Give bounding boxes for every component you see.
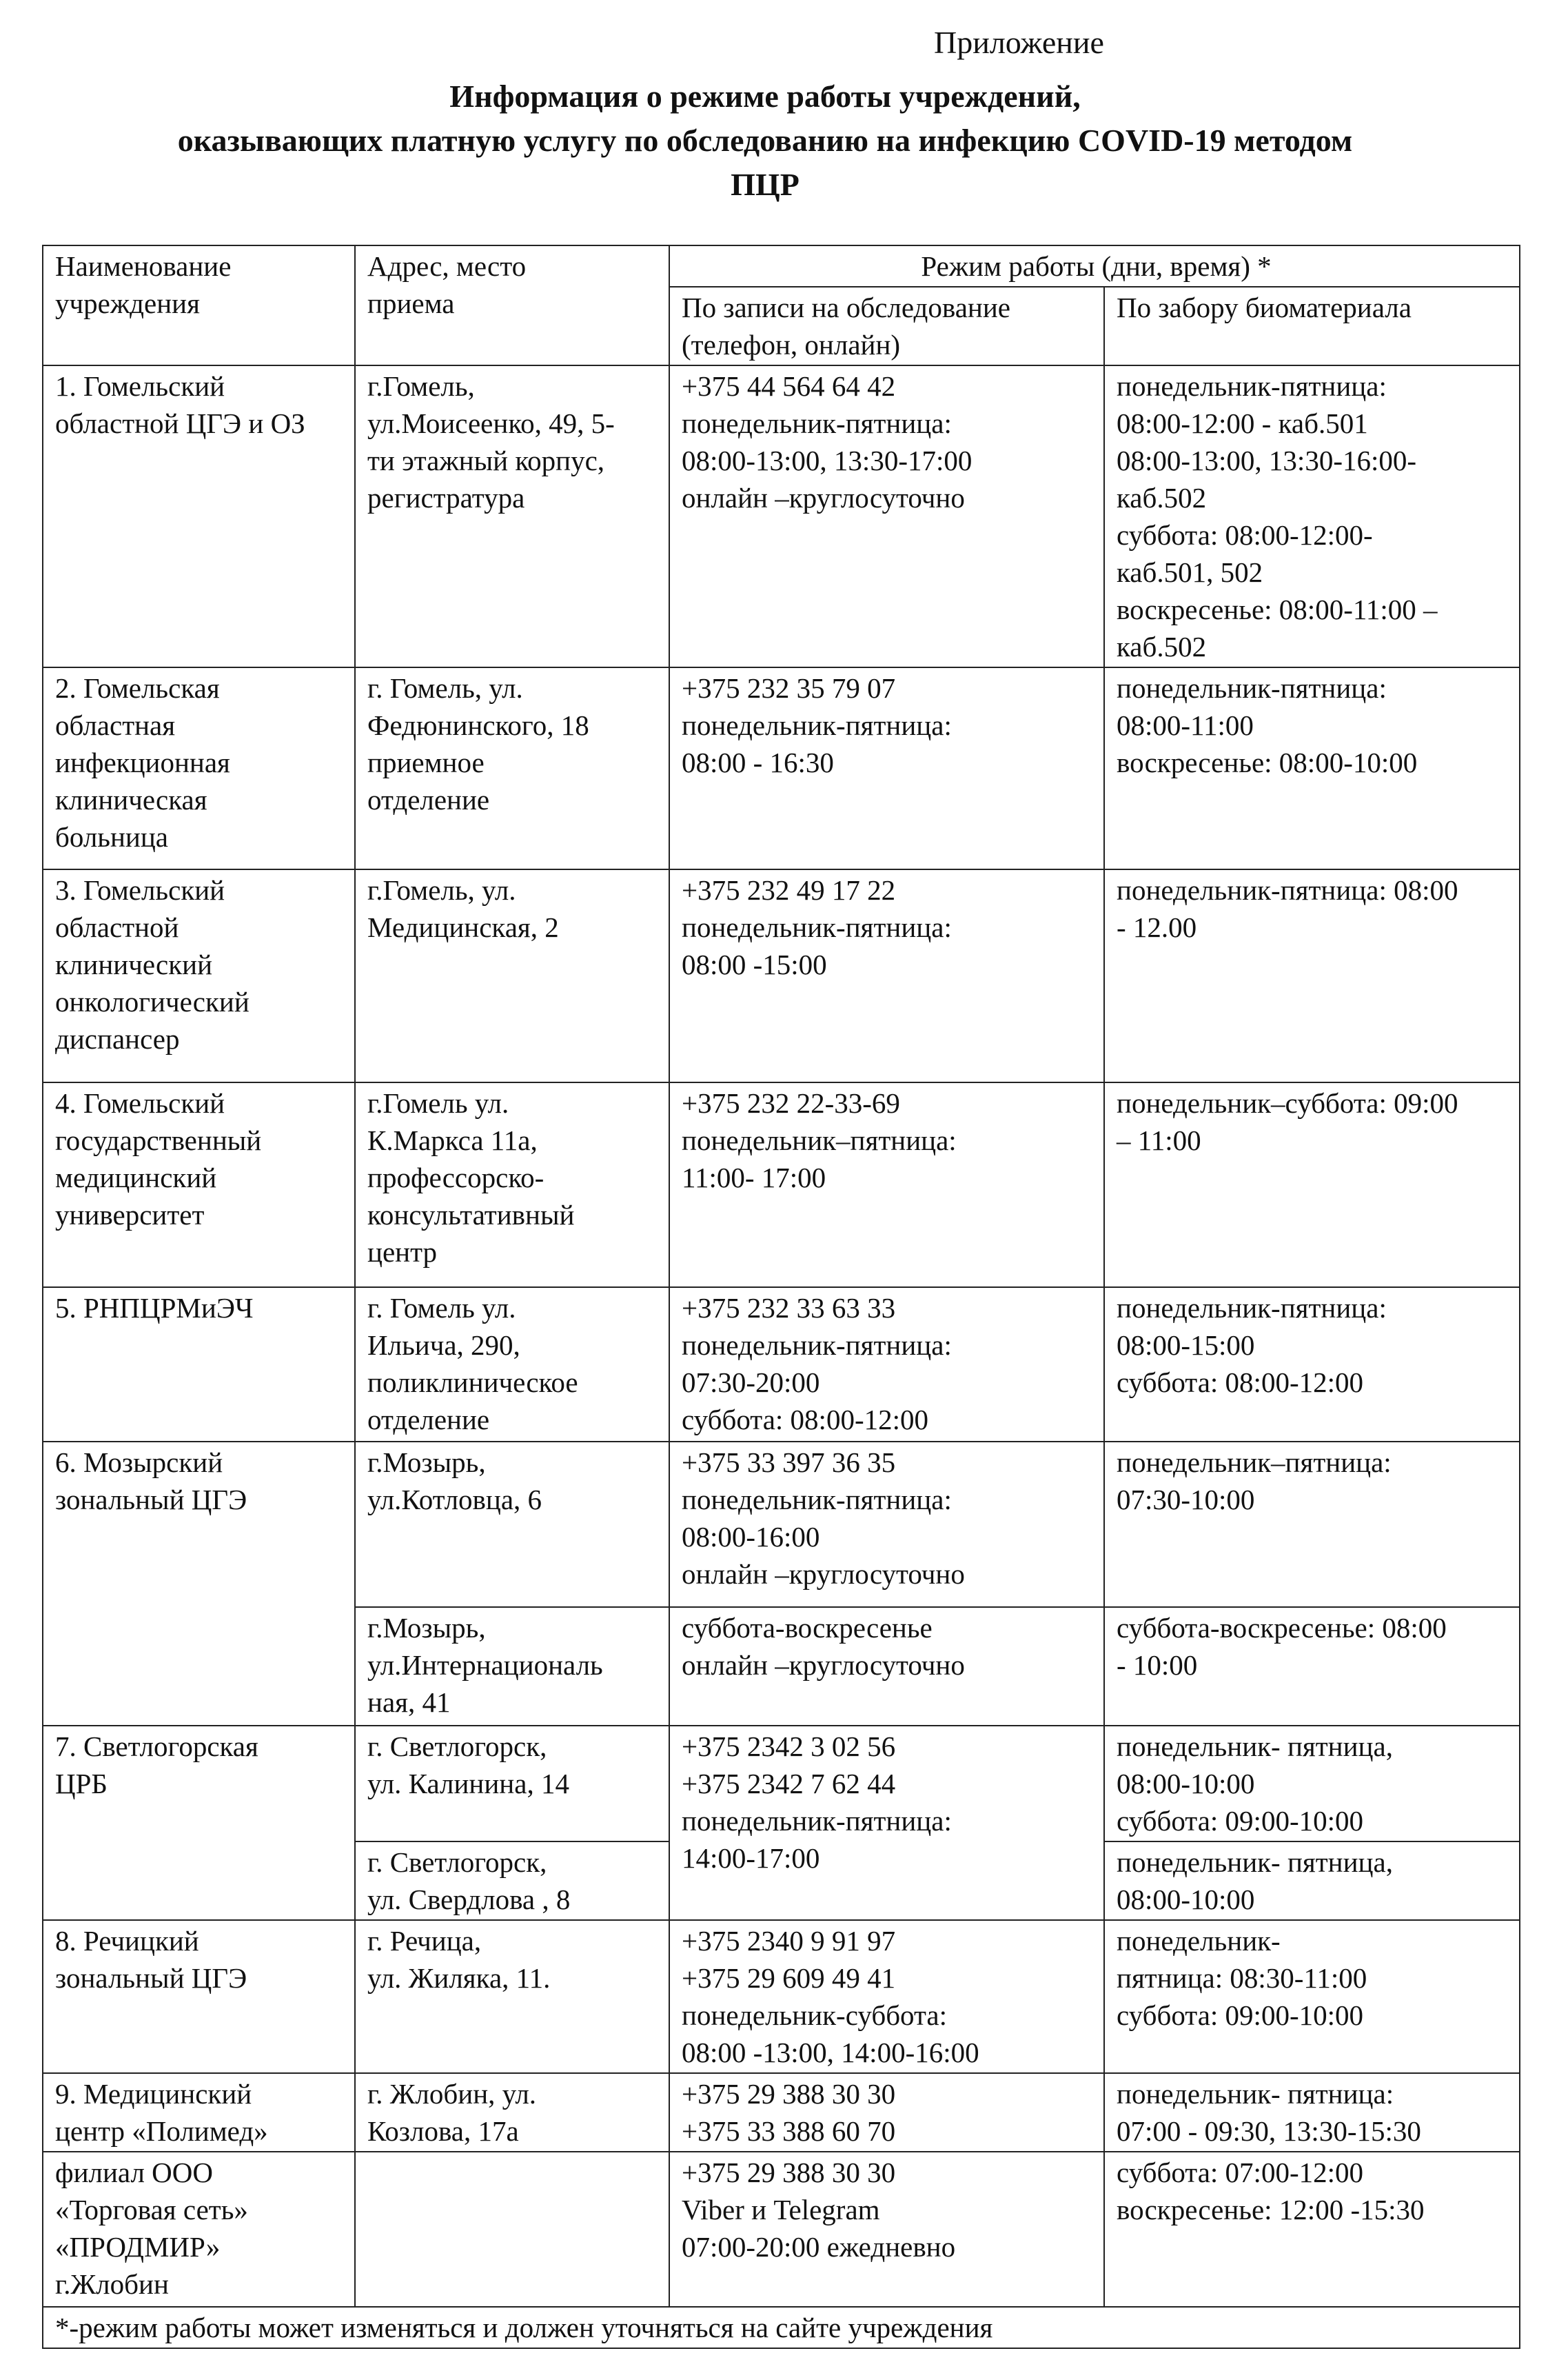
cell-line: К.Маркса 11а, (367, 1124, 538, 1156)
cell-line: «ПРОДМИР» (55, 2231, 221, 2263)
cell-line: – 11:00 (1117, 1124, 1201, 1156)
cell-address (355, 869, 669, 1082)
cell-line: Ильича, 290, (367, 1329, 520, 1361)
cell-line: г. Гомель ул. (367, 1292, 516, 1324)
cell-line: - 12.00 (1117, 911, 1197, 943)
cell-line: суббота: 08:00-12:00- (1117, 519, 1373, 551)
cell-line: +375 232 22-33-69 (682, 1087, 900, 1119)
cell-line: больница (55, 821, 168, 853)
cell-sampling (1104, 1726, 1520, 1841)
table-row (43, 2073, 1520, 2152)
cell-line: онлайн –круглосуточно (682, 1649, 965, 1681)
cell-appointment (669, 667, 1104, 869)
cell-institution (43, 2152, 355, 2307)
cell-line: 08:00-15:00 (1117, 1329, 1255, 1361)
table-row (43, 1726, 1520, 1841)
cell-line: 08:00-10:00 (1117, 1768, 1255, 1799)
cell-line: +375 33 397 36 35 (682, 1446, 896, 1478)
cell-line: понедельник–пятница: (682, 1124, 957, 1156)
header-address (355, 245, 669, 365)
cell-line: учреждения (55, 287, 200, 319)
cell-sampling (1104, 365, 1520, 667)
cell-line: 07:00 - 09:30, 13:30-15:30 (1117, 2115, 1421, 2147)
cell-sampling (1104, 2152, 1520, 2307)
header-institution (43, 245, 355, 365)
table-row (43, 869, 1520, 1082)
cell-line: ти этажный корпус, (367, 445, 605, 476)
cell-sampling (1104, 869, 1520, 1082)
cell-institution (43, 2073, 355, 2152)
cell-institution (43, 869, 355, 1082)
cell-line: 3. Гомельский (55, 874, 225, 906)
cell-line: консультативный (367, 1199, 575, 1231)
cell-line: г.Мозырь, (367, 1446, 486, 1478)
cell-line: +375 29 388 30 30 (682, 2078, 896, 2110)
cell-line: 9. Медицинский (55, 2078, 252, 2110)
cell-line: г. Гомель, ул. (367, 672, 523, 704)
cell-line: понедельник-пятница: (1117, 1292, 1387, 1324)
cell-line: Адрес, место (367, 250, 527, 282)
cell-line: +375 2342 7 62 44 (682, 1768, 896, 1799)
cell-sampling (1104, 667, 1520, 869)
cell-line: 07:00-20:00 ежедневно (682, 2231, 956, 2263)
title-line: оказывающих платную услугу по обследованию на инфекцию COVID-19 методом (177, 123, 1353, 158)
cell-line: Козлова, 17а (367, 2115, 519, 2147)
cell-appointment (669, 365, 1104, 667)
cell-line: ул. Свердлова , 8 (367, 1884, 571, 1915)
cell-line: +375 232 33 63 33 (682, 1292, 896, 1324)
cell-address (355, 1082, 669, 1287)
cell-line: понедельник-пятница: 08:00 (1117, 874, 1458, 906)
cell-line: 08:00-10:00 (1117, 1884, 1255, 1915)
cell-line: 08:00-13:00, 13:30-17:00 (682, 445, 973, 476)
cell-institution (43, 1726, 355, 1920)
title-line: Информация о режиме работы учреждений, (449, 79, 1081, 114)
cell-line: понедельник-пятница: (682, 407, 952, 439)
cell-line: суббота: 09:00-10:00 (1117, 1805, 1363, 1837)
cell-line: государственный (55, 1124, 262, 1156)
cell-address (355, 1841, 669, 1920)
cell-line: г. Речица, (367, 1925, 482, 1957)
cell-line: +375 33 388 60 70 (682, 2115, 896, 2147)
cell-sampling (1104, 1082, 1520, 1287)
cell-address (355, 1726, 669, 1841)
cell-line: 11:00- 17:00 (682, 1162, 826, 1193)
header-schedule: Режим работы (дни, время) * (669, 245, 1520, 287)
cell-appointment (669, 1287, 1104, 1442)
cell-line: 6. Мозырский (55, 1446, 223, 1478)
cell-line: медицинский (55, 1162, 217, 1193)
cell-sampling (1104, 1607, 1520, 1726)
cell-line: г.Жлобин (55, 2268, 169, 2300)
cell-line: - 10:00 (1117, 1649, 1198, 1681)
cell-appointment (669, 1442, 1104, 1607)
cell-line: г.Мозырь, (367, 1612, 486, 1644)
cell-line: 07:30-10:00 (1117, 1484, 1255, 1515)
cell-line: понедельник- пятница, (1117, 1730, 1393, 1762)
cell-line: 8. Речицкий (55, 1925, 199, 1957)
cell-line: отделение (367, 784, 490, 816)
cell-line: отделение (367, 1404, 490, 1435)
cell-line: центр (367, 1236, 437, 1268)
cell-institution (43, 1082, 355, 1287)
cell-line: 08:00-11:00 (1117, 709, 1254, 741)
cell-line: 08:00 -13:00, 14:00-16:00 (682, 2037, 979, 2068)
cell-line: г. Жлобин, ул. (367, 2078, 537, 2110)
table-row (43, 667, 1520, 869)
cell-address (355, 2073, 669, 2152)
cell-line: +375 2340 9 91 97 (682, 1925, 896, 1957)
table-row (43, 1287, 1520, 1442)
cell-line: г. Светлогорск, (367, 1730, 547, 1762)
cell-appointment (669, 2073, 1104, 2152)
table-row (43, 2152, 1520, 2307)
cell-line: г.Гомель ул. (367, 1087, 509, 1119)
cell-line: ул. Калинина, 14 (367, 1768, 569, 1799)
cell-address (355, 365, 669, 667)
cell-line: понедельник-пятница: (1117, 370, 1387, 402)
cell-institution (43, 365, 355, 667)
cell-line: инфекционная (55, 747, 230, 778)
cell-sampling (1104, 2073, 1520, 2152)
cell-line: Наименование (55, 250, 232, 282)
cell-line: зональный ЦГЭ (55, 1484, 247, 1515)
cell-line: +375 29 388 30 30 (682, 2157, 896, 2188)
cell-line: понедельник-пятница: (682, 1484, 952, 1515)
cell-line: 5. РНПЦРМиЭЧ (55, 1292, 254, 1324)
cell-line: понедельник-пятница: (682, 1805, 952, 1837)
cell-address (355, 2152, 669, 2307)
cell-line: регистратура (367, 482, 525, 514)
table-row (43, 1920, 1520, 2073)
cell-line: ул. Жиляка, 11. (367, 1962, 551, 1994)
table-row (43, 1082, 1520, 1287)
cell-institution (43, 667, 355, 869)
cell-line: 1. Гомельский (55, 370, 225, 402)
cell-line: воскресенье: 12:00 -15:30 (1117, 2194, 1425, 2225)
cell-appointment (669, 2152, 1104, 2307)
cell-line: 08:00 -15:00 (682, 949, 827, 980)
cell-line: понедельник- пятница, (1117, 1846, 1393, 1878)
cell-line: каб.502 (1117, 631, 1207, 663)
cell-line: 08:00-12:00 - каб.501 (1117, 407, 1368, 439)
cell-line: поликлиническое (367, 1366, 578, 1398)
cell-line: филиал ООО (55, 2157, 214, 2188)
cell-line: онлайн –круглосуточно (682, 1558, 965, 1590)
cell-address (355, 1287, 669, 1442)
cell-line: понедельник-пятница: (682, 709, 952, 741)
cell-line: +375 232 49 17 22 (682, 874, 896, 906)
cell-sampling (1104, 1841, 1520, 1920)
cell-line: онлайн –круглосуточно (682, 482, 965, 514)
cell-address (355, 1920, 669, 2073)
header-sampling (1104, 287, 1520, 365)
cell-line: понедельник-пятница: (682, 1329, 952, 1361)
cell-line: ул.Интернациональ (367, 1649, 603, 1681)
cell-line: приема (367, 287, 455, 319)
cell-line: 4. Гомельский (55, 1087, 225, 1119)
cell-line: По записи на обследование (682, 292, 1011, 323)
cell-address (355, 667, 669, 869)
cell-line: 14:00-17:00 (682, 1842, 820, 1874)
cell-line: понедельник–суббота: 09:00 (1117, 1087, 1458, 1119)
cell-line: понедельник-пятница: (1117, 672, 1387, 704)
title-line: ПЦР (731, 167, 800, 202)
cell-line: клинический (55, 949, 213, 980)
table-row (43, 365, 1520, 667)
cell-line: Федюнинского, 18 (367, 709, 589, 741)
cell-line: г. Светлогорск, (367, 1846, 547, 1878)
cell-line: каб.501, 502 (1117, 556, 1263, 588)
cell-line: диспансер (55, 1023, 180, 1055)
table-row (43, 1442, 1520, 1607)
cell-line: областная (55, 709, 176, 741)
cell-appointment (669, 1920, 1104, 2073)
cell-sampling (1104, 1287, 1520, 1442)
cell-line: (телефон, онлайн) (682, 329, 901, 361)
cell-line: ул.Моисеенко, 49, 5- (367, 407, 615, 439)
cell-line: понедельник-пятница: (682, 911, 952, 943)
cell-line: воскресенье: 08:00-11:00 – (1117, 594, 1438, 625)
cell-line: г.Гомель, ул. (367, 874, 516, 906)
cell-institution (43, 1442, 355, 1726)
cell-appointment (669, 1607, 1104, 1726)
cell-line: +375 232 35 79 07 (682, 672, 896, 704)
cell-line: г.Гомель, (367, 370, 475, 402)
cell-line: суббота: 09:00-10:00 (1117, 1999, 1363, 2031)
cell-line: суббота: 07:00-12:00 (1117, 2157, 1363, 2188)
cell-line: центр «Полимед» (55, 2115, 268, 2147)
cell-line: университет (55, 1199, 205, 1231)
cell-appointment (669, 1082, 1104, 1287)
cell-line: 08:00-13:00, 13:30-16:00- (1117, 445, 1417, 476)
header-row (43, 245, 1520, 287)
cell-line: «Торговая сеть» (55, 2194, 248, 2225)
cell-line: областной ЦГЭ и ОЗ (55, 407, 305, 439)
cell-line: пятница: 08:30-11:00 (1117, 1962, 1367, 1994)
cell-line: 7. Светлогорская (55, 1730, 258, 1762)
cell-line: +375 2342 3 02 56 (682, 1730, 896, 1762)
cell-address (355, 1442, 669, 1607)
cell-appointment (669, 1726, 1104, 1920)
cell-line: понедельник–пятница: (1117, 1446, 1392, 1478)
cell-sampling (1104, 1442, 1520, 1607)
cell-address (355, 1607, 669, 1726)
cell-line: суббота: 08:00-12:00 (1117, 1366, 1363, 1398)
cell-line: ул.Котловца, 6 (367, 1484, 542, 1515)
schedule-table (42, 245, 1520, 2349)
cell-line: онкологический (55, 986, 250, 1018)
cell-institution (43, 1287, 355, 1442)
cell-line: По забору биоматериала (1117, 292, 1412, 323)
footnote-row (43, 2307, 1520, 2348)
cell-line: 08:00-16:00 (682, 1521, 820, 1553)
cell-line: приемное (367, 747, 485, 778)
cell-sampling (1104, 1920, 1520, 2073)
cell-line: Медицинская, 2 (367, 911, 559, 943)
cell-institution (43, 1920, 355, 2073)
cell-line: понедельник- (1117, 1925, 1281, 1957)
cell-line: понедельник- пятница: (1117, 2078, 1394, 2110)
cell-line: ЦРБ (55, 1768, 108, 1799)
cell-line: воскресенье: 08:00-10:00 (1117, 747, 1418, 778)
cell-line: +375 29 609 49 41 (682, 1962, 896, 1994)
cell-line: +375 44 564 64 42 (682, 370, 896, 402)
cell-line: профессорско- (367, 1162, 544, 1193)
cell-line: клиническая (55, 784, 207, 816)
cell-line: ная, 41 (367, 1686, 451, 1718)
cell-appointment (669, 869, 1104, 1082)
cell-line: 08:00 - 16:30 (682, 747, 834, 778)
cell-line: суббота-воскресенье: 08:00 (1117, 1612, 1447, 1644)
cell-line: суббота: 08:00-12:00 (682, 1404, 928, 1435)
cell-line: 2. Гомельская (55, 672, 220, 704)
document-title (41, 74, 1489, 207)
cell-line: понедельник-суббота: (682, 1999, 948, 2031)
cell-line: зональный ЦГЭ (55, 1962, 247, 1994)
cell-line: каб.502 (1117, 482, 1207, 514)
footnote: *-режим работы может изменяться и должен уточняться на сайте учреждения (43, 2307, 1520, 2348)
cell-line: суббота-воскресенье (682, 1612, 933, 1644)
appendix-label: Приложение (934, 25, 1104, 60)
cell-line: 07:30-20:00 (682, 1366, 820, 1398)
cell-line: Viber и Telegram (682, 2194, 880, 2225)
header-appointment (669, 287, 1104, 365)
cell-line: областной (55, 911, 179, 943)
